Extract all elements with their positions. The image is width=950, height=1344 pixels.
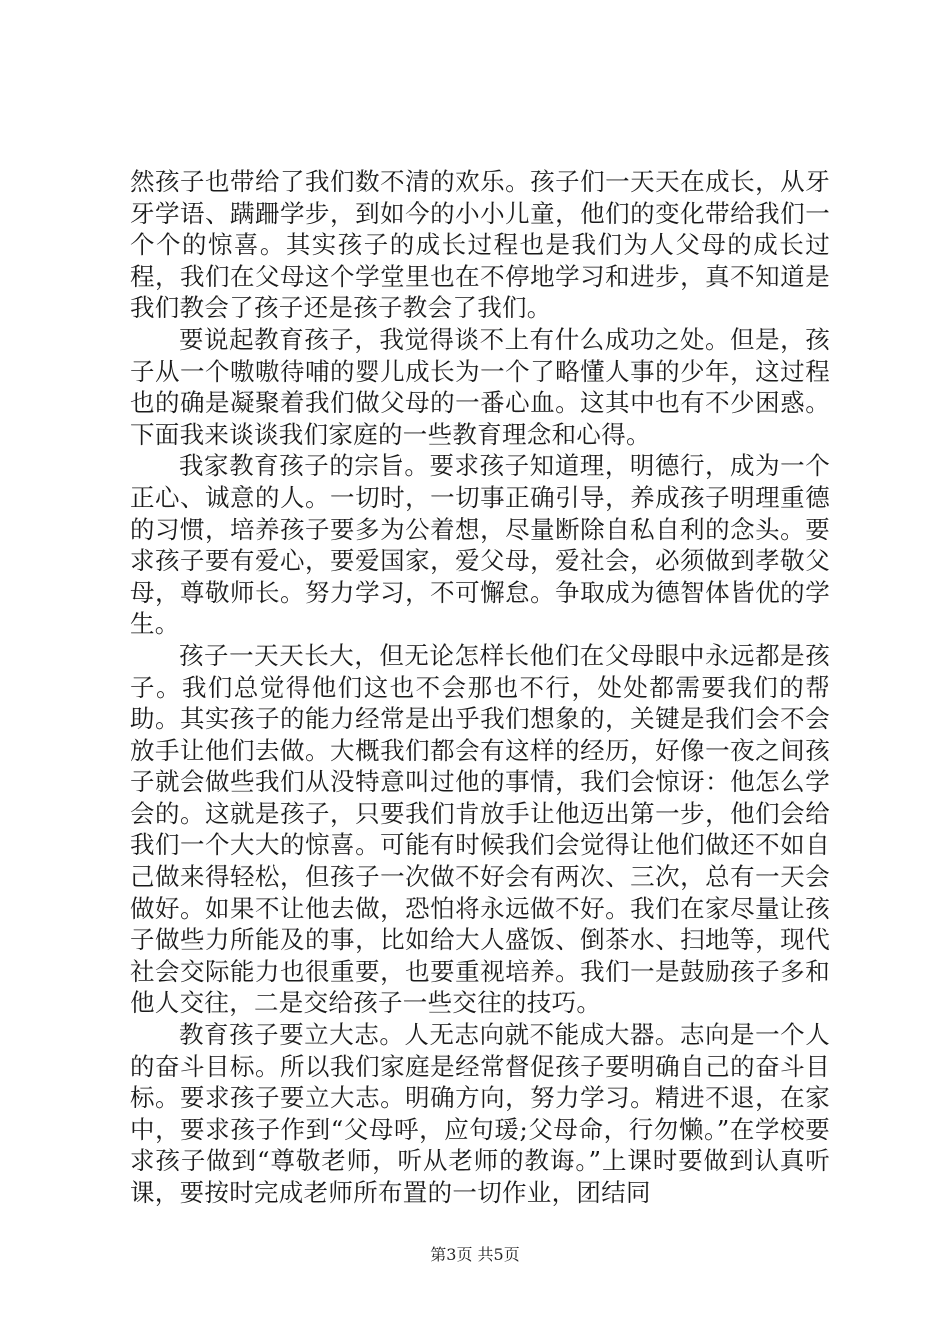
paragraph: 要说起教育孩子，我觉得谈不上有什么成功之处。但是，孩子从一个嗷嗷待哺的婴儿成长为一个了略懂人事的少年，这过程也的确是凝聚着我们做父母的一番心血。这其中也有不少困惑。下面我来谈谈我们家庭的一些教育理念和心得。 bbox=[130, 324, 830, 449]
paragraph: 我家教育孩子的宗旨。要求孩子知道理，明德行，成为一个正心、诚意的人。一切时，一切事正确引导，养成孩子明理重德的习惯，培养孩子要多为公着想，尽量断除自私自利的念头。要求孩子要有爱心，要爱国家，爱父母，爱社会，必须做到孝敬父母，尊敬师长。努力学习，不可懈怠。争取成为德智体皆优的学生。 bbox=[130, 451, 830, 639]
page-number-footer: 第3页 共5页 bbox=[430, 1245, 520, 1264]
paragraph: 孩子一天天长大，但无论怎样长他们在父母眼中永远都是孩子。我们总觉得他们这也不会那也不行，处处都需要我们的帮助。其实孩子的能力经常是出乎我们想象的，关键是我们会不会放手让他们去做。大概我们都会有这样的经历，好像一夜之间孩子就会做些我们从没特意叫过他的事情，我们会惊讶：他怎么学会的。这就是孩子，只要我们肯放手让他迈出第一步，他们会给我们一个大大的惊喜。可能有时候我们会觉得让他们做还不如自己做来得轻松，但孩子一次做不好会有两次、三次，总有一天会做好。如果不让他去做，恐怕将永远做不好。我们在家尽量让孩子做些力所能及的事，比如给大人盛饭、倒茶水、扫地等，现代社会交际能力也很重要，也要重视培养。我们一是鼓励孩子多和他人交往，二是交给孩子一些交往的技巧。 bbox=[130, 640, 830, 1018]
paragraph: 然孩子也带给了我们数不清的欢乐。孩子们一天天在成长，从牙牙学语、蹒跚学步，到如今的小小儿童，他们的变化带给我们一个个的惊喜。其实孩子的成长过程也是我们为人父母的成长过程，我们在父母这个学堂里也在不停地学习和进步，真不知道是我们教会了孩子还是孩子教会了我们。 bbox=[130, 167, 830, 323]
paragraph: 教育孩子要立大志。人无志向就不能成大器。志向是一个人的奋斗目标。所以我们家庭是经常督促孩子要明确自己的奋斗目标。要求孩子要立大志。明确方向，努力学习。精进不退，在家中，要求孩子作到“父母呼，应句瑗;父母命，行勿懒。”在学校要求孩子做到“尊敬老师，听从老师的教诲。”上课时要做到认真听课，要按时完成老师所布置的一切作业，团结同 bbox=[130, 1020, 830, 1207]
document-body bbox=[130, 166, 830, 1209]
